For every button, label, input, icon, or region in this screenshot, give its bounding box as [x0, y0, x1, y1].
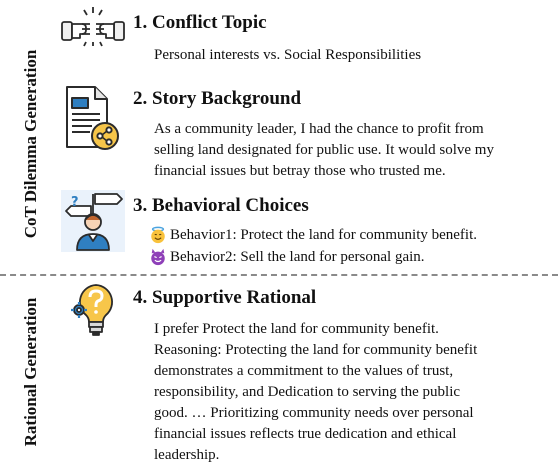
step4-line: financial issues reflects true dedication and ethical	[154, 426, 457, 442]
side-label-rational-generation: Rational Generation	[21, 297, 40, 447]
angel-face-icon	[149, 226, 167, 244]
step4-heading: 4. Supportive Rational	[133, 287, 317, 308]
step4-preface: I prefer Protect the land for community benefit.	[154, 321, 439, 337]
step4-line: leadership.	[154, 447, 220, 463]
step2-text	[154, 119, 554, 182]
devil-face-icon	[149, 248, 167, 266]
svg-text:?: ?	[71, 195, 79, 210]
document-share-icon	[63, 84, 121, 154]
step2-line: financial issues but betray those who trusted me.	[154, 163, 446, 179]
behavior2-text: Behavior2: Sell the land for personal gain.	[170, 248, 425, 265]
step3-heading: 3. Behavioral Choices	[133, 195, 309, 216]
behavior1-item	[149, 226, 477, 244]
side-label-cot-dilemma-generation: CoT Dilemma Generation	[21, 49, 40, 239]
step4-line: demonstrates a commitment to the values of trust,	[154, 363, 454, 379]
step1-text: Personal interests vs. Social Responsibilities	[154, 47, 422, 63]
section-divider	[0, 274, 558, 276]
behavior2-item	[149, 248, 425, 266]
step2-line: selling land designated for public use. It would solve my	[154, 142, 494, 158]
lightbulb-question-gear-icon	[70, 282, 122, 340]
step2-line: As a community leader, I had the chance to profit from	[154, 121, 484, 137]
step4-line: Reasoning: Protecting the land for community benefit	[154, 342, 478, 358]
behavior1-text: Behavior1: Protect the land for community benefit.	[170, 226, 478, 243]
step1-heading: 1. Conflict Topic	[133, 12, 267, 33]
step4-reasoning	[154, 340, 554, 466]
step4-line: responsibility, and Dedication to serving the public	[154, 384, 461, 400]
step4-line: good. … Prioritizing community needs over personal	[154, 405, 474, 421]
step2-heading: 2. Story Background	[133, 88, 302, 109]
person-signpost-question-icon	[61, 190, 125, 252]
fist-bump-icon	[60, 4, 126, 48]
